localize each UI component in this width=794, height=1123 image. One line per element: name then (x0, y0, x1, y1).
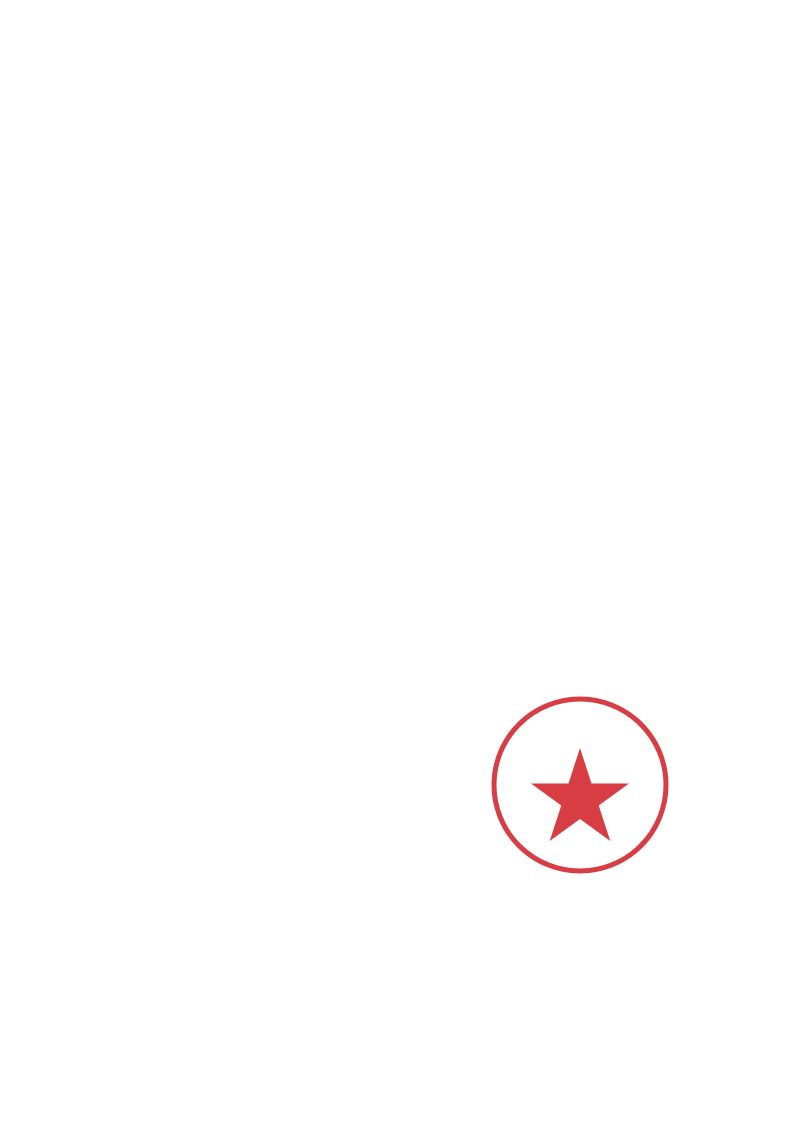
seal-stamp-icon (485, 690, 675, 880)
